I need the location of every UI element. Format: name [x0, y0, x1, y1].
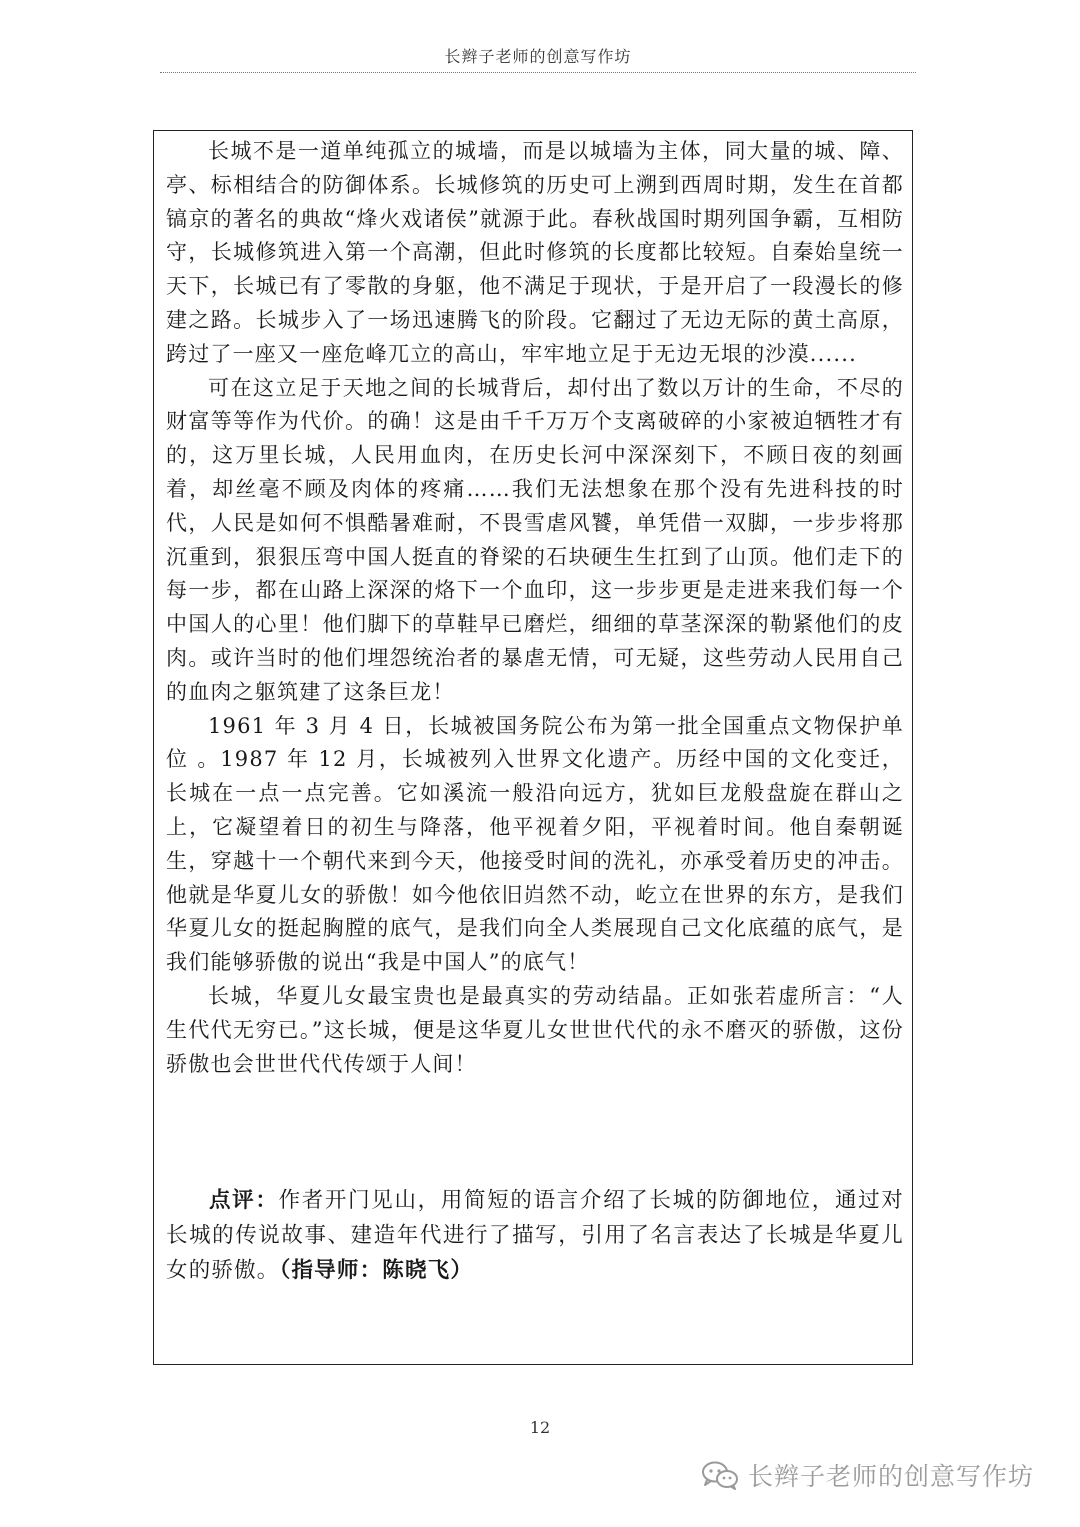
- teacher-comment: [166, 1183, 904, 1288]
- essay-body: [166, 135, 904, 1081]
- page-number: 12: [529, 1418, 551, 1437]
- essay-paragraph-4: 长城，华夏儿女最宝贵也是最真实的劳动结晶。正如张若虚所言：“人生代代无穷已。”这长城，便是这华夏儿女世世代代的永不磨灭的骄傲，这份骄傲也会世世代代传颂于人间！: [166, 983, 904, 1076]
- comment-label: 点评：: [209, 1188, 279, 1213]
- watermark-text: 长辫子老师的创意写作坊: [748, 1462, 1035, 1491]
- watermark: [700, 1457, 1034, 1493]
- page-header-title: 长辫子老师的创意写作坊: [444, 47, 632, 66]
- essay-paragraph-1: 长城不是一道单纯孤立的城墙，而是以城墙为主体，同大量的城、障、亭、标相结合的防御体系。长城修筑的历史可上溯到西周时期，发生在首都镐京的著名的典故“烽火戏诸侯”就源于此。春秋战国时期列国争霸，互相防守，长城修筑进入第一个高潮，但此时修筑的长度都比较短。自秦始皇统一天下，长城已有了零散的身躯，他不满足于现状，于是开启了一段漫长的修建之路。长城步入了一场迅速腾飞的阶段。它翻过了无边无际的黄土高原，跨过了一座又一座危峰兀立的高山，牢牢地立足于无边无垠的沙漠......: [166, 139, 904, 366]
- comment-instructor: （指导师：陈晓飞）: [279, 1258, 474, 1283]
- essay-box: [153, 130, 913, 1365]
- header-divider: [160, 72, 916, 73]
- essay-paragraph-2: 可在这立足于天地之间的长城背后，却付出了数以万计的生命，不尽的财富等等作为代价。的确！这是由千千万万个支离破碎的小家被迫牺牲才有的，这万里长城，人民用血肉，在历史长河中深深刻下，不顾日夜的刻画着，却丝毫不顾及肉体的疼痛……我们无法想象在那个没有先进科技的时代，人民是如何不惧酷暑难耐，不畏雪虐风饕，单凭借一双脚，一步步将那沉重到，狠狠压弯中国人挺直的脊梁的石块硬生生扛到了山顶。他们走下的每一步，都在山路上深深的烙下一个血印，这一步步更是走进来我们每一个中国人的心里！他们脚下的草鞋早已磨烂，细细的草茎深深的勒紧他们的皮肉。或许当时的他们埋怨统治者的暴虐无情，可无疑，这些劳动人民用自己的血肉之躯筑建了这条巨龙！: [166, 375, 904, 704]
- essay-paragraph-3: 1961 年 3 月 4 日，长城被国务院公布为第一批全国重点文物保护单位 。1987 年 12 月，长城被列入世界文化遗产。历经中国的文化变迁，长城在一点一点完善。它如溪流一般沿向远方，犹如巨龙般盘旋在群山之上，它凝望着日的初生与降落，他平视着夕阳，平视着时间。他自秦朝诞生，穿越十一个朝代来到今天，他接受时间的洗礼，亦承受着历史的冲击。他就是华夏儿女的骄傲！如今他依旧岿然不动，屹立在世界的东方，是我们华夏儿女的挺起胸膛的底气，是我们向全人类展现自己文化底蕴的底气，是我们能够骄傲的说出“我是中国人”的底气！: [166, 713, 904, 975]
- wechat-icon: [700, 1460, 740, 1490]
- comment-text: 作者开门见山，用简短的语言介绍了长城的防御地位，通过对长城的传说故事、建造年代进行了描写，引用了名言表达了长城是华夏儿女的骄傲。: [166, 1188, 905, 1283]
